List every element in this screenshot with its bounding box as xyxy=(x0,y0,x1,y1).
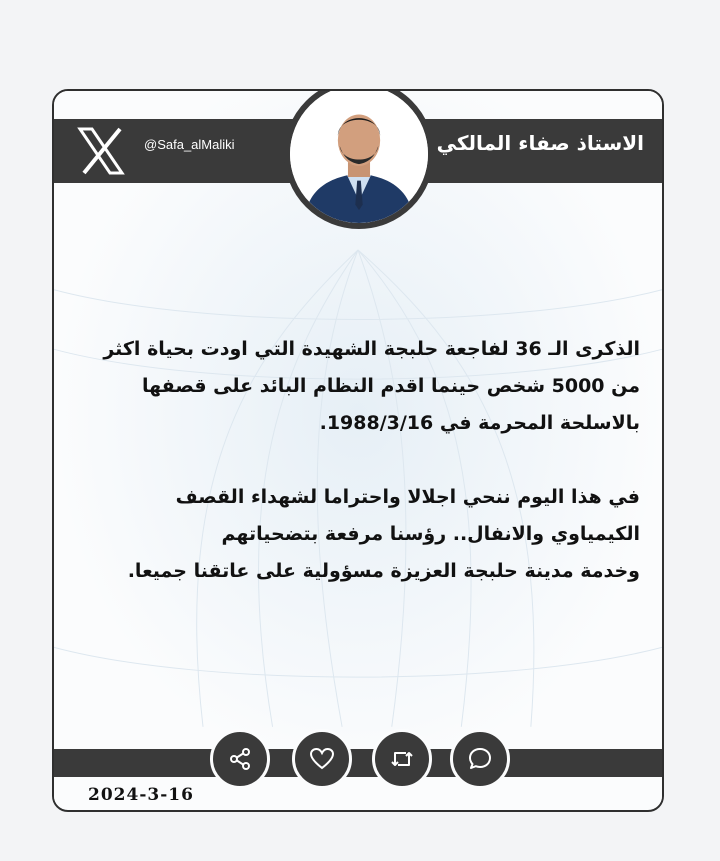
share-icon xyxy=(227,746,253,772)
heart-icon xyxy=(309,746,335,772)
share-button[interactable] xyxy=(210,729,270,789)
footer-bar xyxy=(54,749,662,777)
retweet-icon xyxy=(389,746,415,772)
post-line: الذكرى الـ 36 لفاجعة حلبجة الشهيدة التي اودت بحياة اكثر xyxy=(103,338,640,360)
post-line: وخدمة مدينة حلبجة العزيزة مسؤولية على عاتقنا جميعا. xyxy=(127,560,640,582)
post-date: 2024-3-16 xyxy=(88,785,194,805)
user-handle[interactable]: @Safa_alMaliki xyxy=(144,137,235,152)
like-button[interactable] xyxy=(292,729,352,789)
post-paragraph-1 xyxy=(84,331,640,442)
post-line: في هذا اليوم ننحي اجلالا واحتراما لشهداء القصف xyxy=(175,486,640,508)
comment-icon xyxy=(467,746,493,772)
reply-button[interactable] xyxy=(450,729,510,789)
post-paragraph-2 xyxy=(84,479,640,590)
x-logo-icon[interactable] xyxy=(74,125,128,177)
post-body xyxy=(84,331,640,590)
user-display-name: الاستاذ صفاء المالكي xyxy=(436,131,644,155)
post-line: الكيمياوي والانفال.. رؤسنا مرفعة بتضحياتهم xyxy=(221,523,640,545)
post-card xyxy=(52,89,664,812)
post-line: بالاسلحة المحرمة في 1988/3/16. xyxy=(319,412,640,434)
retweet-button[interactable] xyxy=(372,729,432,789)
post-line: من 5000 شخص حينما اقدم النظام البائد على قصفها xyxy=(142,375,640,397)
